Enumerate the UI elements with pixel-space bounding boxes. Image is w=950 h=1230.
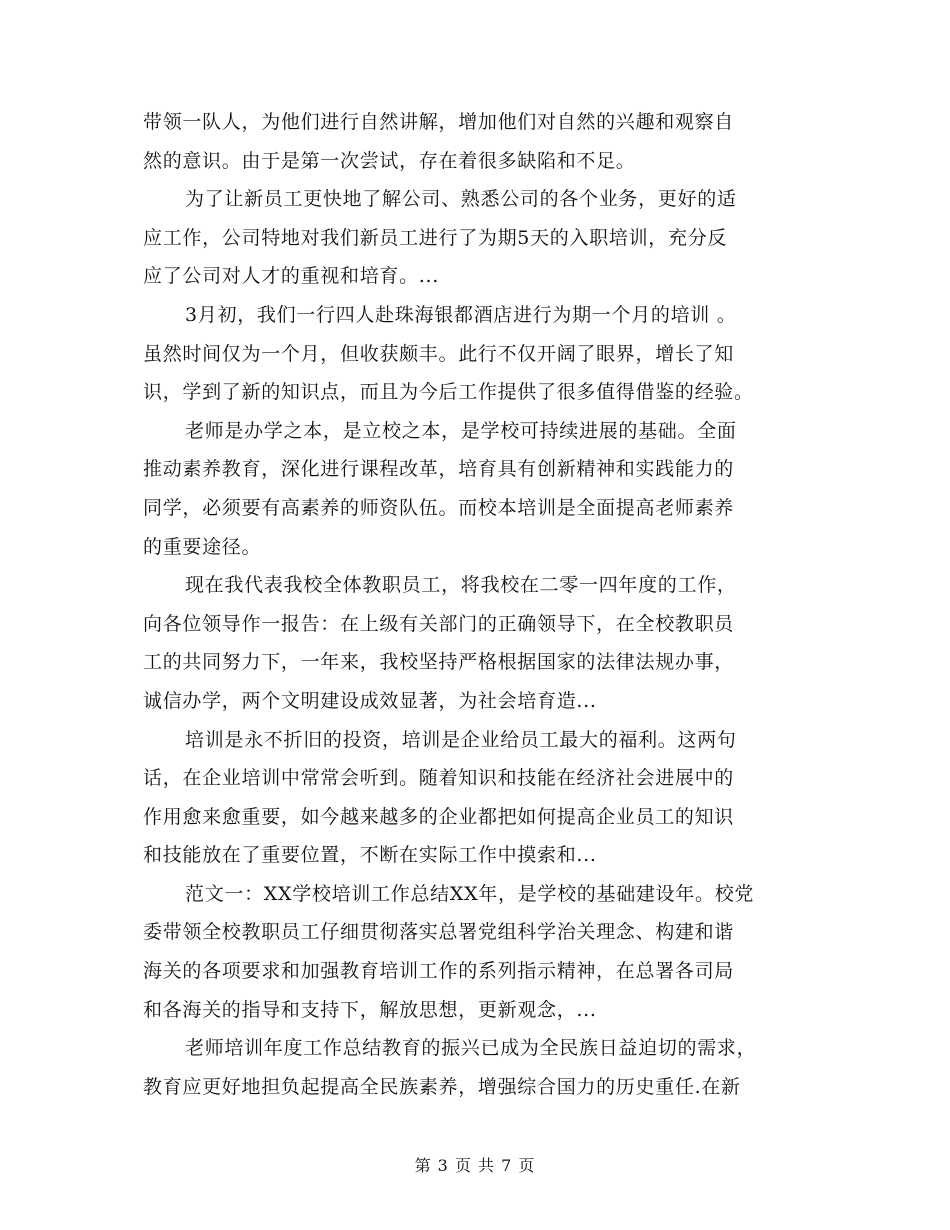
page-number-footer: 第 3 页 共 7 页 [414, 1156, 536, 1175]
text-line: 培训是永不折旧的投资，培训是企业给员工最大的福利。这两句 [185, 728, 737, 751]
text-line: 工的共同努力下，一年来，我校坚持严格根据国家的法律法规办事， [143, 651, 735, 674]
text-line: 老师是办学之本，是立校之本，是学校可持续进展的基础。全面 [185, 419, 737, 442]
text-line: 带领一队人，为他们进行自然讲解，增加他们对自然的兴趣和观察自 [143, 111, 735, 133]
text-line: 识，学到了新的知识点，而且为今后工作提供了很多值得借鉴的经验。 [143, 381, 754, 404]
text-line: 老师培训年度工作总结教育的振兴已成为全民族日益迫切的需求， [185, 1037, 757, 1060]
text-line: 应工作，公司特地对我们新员工进行了为期5天的入职培训，充分反 [143, 226, 728, 249]
text-line: 向各位领导作一报告：在上级有关部门的正确领导下，在全校教职员 [143, 612, 735, 635]
text-line: 委带领全校教职员工仔细贯彻落实总署党组科学治关理念、构建和谐 [143, 921, 735, 944]
text-line: 推动素养教育，深化进行课程改革，培育具有创新精神和实践能力的 [143, 458, 735, 481]
text-line: 海关的各项要求和加强教育培训工作的系列指示精神，在总署各司局 [143, 960, 735, 983]
text-line: 诚信办学，两个文明建设成效显著，为社会培育造... [143, 689, 597, 712]
text-line: 然的意识。由于是第一次尝试，存在着很多缺陷和不足。 [143, 149, 636, 172]
text-line: 应了公司对人才的重视和培育。... [143, 265, 440, 288]
document-body [143, 103, 805, 1106]
text-line: 现在我代表我校全体教职员工，将我校在二零一四年度的工作， [185, 574, 737, 597]
text-line: 范文一：XX学校培训工作总结XX年，是学校的基础建设年。校党 [185, 882, 755, 905]
text-line: 同学，必须要有高素养的师资队伍。而校本培训是全面提高老师素养 [143, 496, 735, 519]
text-line: 虽然时间仅为一个月，但收获颇丰。此行不仅开阔了眼界，增长了知 [143, 342, 735, 365]
text-line: 3月初，我们一行四人赴珠海银都酒店进行为期一个月的培训 。 [185, 303, 737, 326]
text-line: 话，在企业培训中常常会听到。随着知识和技能在经济社会进展中的 [143, 767, 735, 790]
text-line: 为了让新员工更快地了解公司、熟悉公司的各个业务，更好的适 [185, 188, 737, 211]
text-line: 和各海关的指导和支持下，解放思想，更新观念，... [143, 998, 597, 1021]
text-line: 教育应更好地担负起提高全民族素养，增强综合国力的历史重任.在新 [143, 1075, 741, 1098]
text-line: 和技能放在了重要位置，不断在实际工作中摸索和... [143, 844, 597, 867]
text-line: 的重要途径。 [143, 535, 262, 558]
text-line: 作用愈来愈重要，如今越来越多的企业都把如何提高企业员工的知识 [143, 805, 735, 828]
